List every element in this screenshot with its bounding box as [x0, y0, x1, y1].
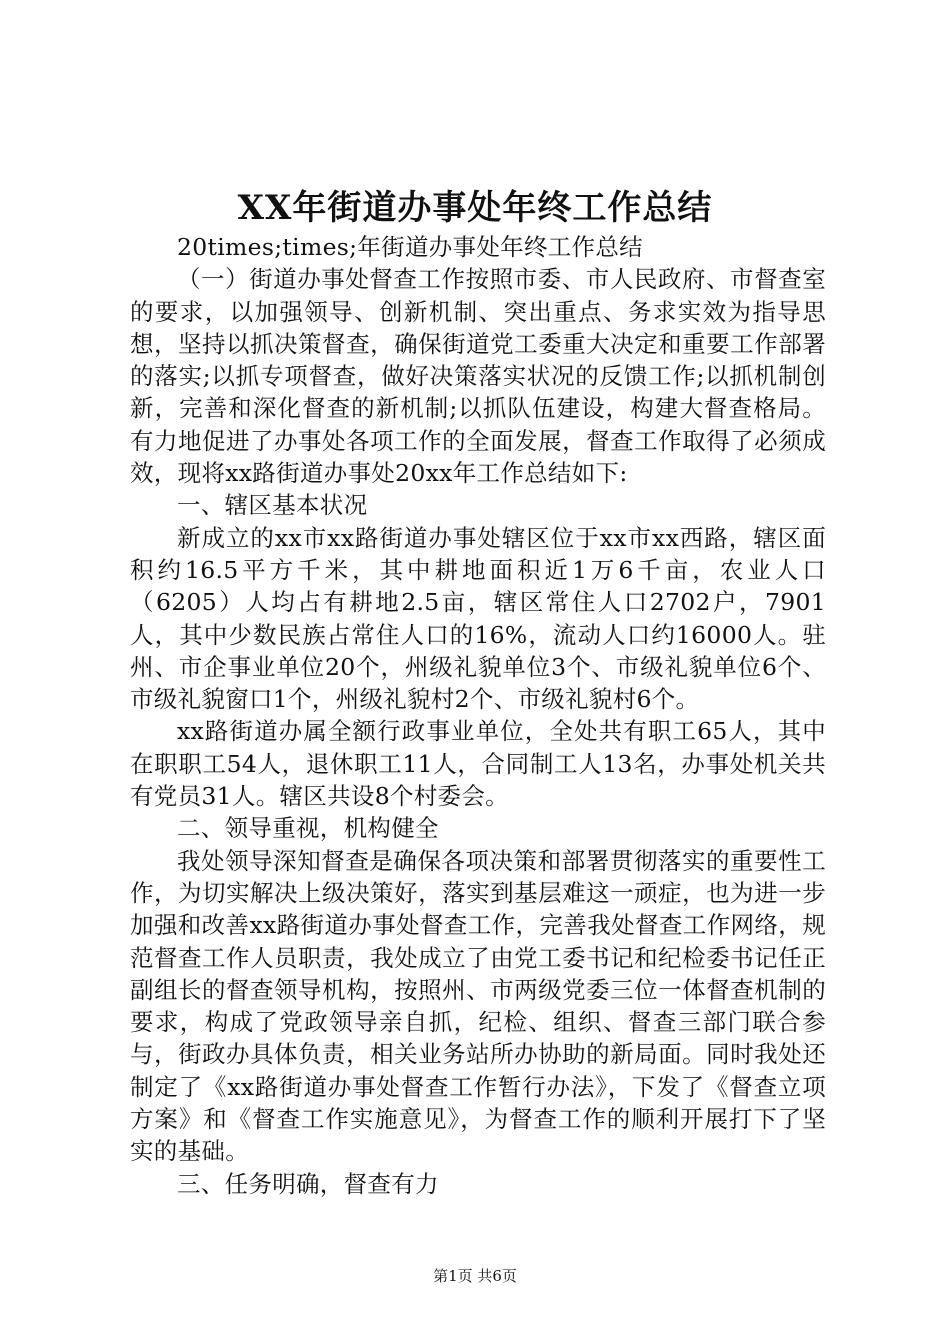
document-title: XX年街道办事处年终工作总结 [237, 188, 713, 228]
document-body [130, 231, 826, 1200]
section-heading-2: 二、领导重视，机构健全 [177, 814, 439, 843]
section-heading-3: 三、任务明确，督查有力 [177, 1169, 439, 1198]
paragraph-staff: xx路街道办属全额行政事业单位，全处共有职工65人，其中在职职工54人，退休职工11人，合同制工人13名，办事处机关共有党员31人。辖区共设8个村委会。 [130, 717, 826, 811]
paragraph-intro: （一）街道办事处督查工作按照市委、市人民政府、市督查室的要求，以加强领导、创新机制、突出重点、务求实效为指导思想，坚持以抓决策督查，确保街道党工委重大决定和重要工作部署的落实;以抓专项督查，做好决策落实状况的反馈工作;以抓机制创新，完善和深化督查的新机制;以抓队伍建设，构建大督查格局。有力地促进了办事处各项工作的全面发展，督查工作取得了必须成效，现将xx路街道办事处20xx年工作总结如下: [130, 265, 826, 488]
paragraph-leadership: 我处领导深知督查是确保各项决策和部署贯彻落实的重要性工作，为切实解决上级决策好，落实到基层难这一顽症，也为进一步加强和改善xx路街道办事处督查工作，完善我处督查工作网络，规范督查工作人员职责，我处成立了由党工委书记和纪检委书记任正副组长的督查领导机构，按照州、市两级党委三位一体督查机制的要求，构成了党政领导亲自抓，纪检、组织、督查三部门联合参与，街政办具体负责，相关业务站所办协助的新局面。同时我处还制定了《xx路街道办事处督查工作暂行办法》，下发了《督查立项方案》和《督查工作实施意见》，为督查工作的顺利开展打下了坚实的基础。 [130, 846, 826, 1166]
document-subtitle: 20times;times;年街道办事处年终工作总结 [177, 233, 643, 261]
section-heading-1: 一、辖区基本状况 [177, 491, 368, 520]
page-number-footer: 第1页 共6页 [433, 1267, 517, 1285]
paragraph-district-overview: 新成立的xx市xx路街道办事处辖区位于xx市xx西路，辖区面积约16.5平方千米，其中耕地面积近1万6千亩，农业人口（6205）人均占有耕地2.5亩，辖区常住人口2702户，7901人，其中少数民族占常住人口的16%，流动人口约16000人。驻州、市企事业单位20个，州级礼貌单位3个、市级礼貌单位6个、市级礼貌窗口1个，州级礼貌村2个、市级礼貌村6个。 [130, 523, 826, 714]
